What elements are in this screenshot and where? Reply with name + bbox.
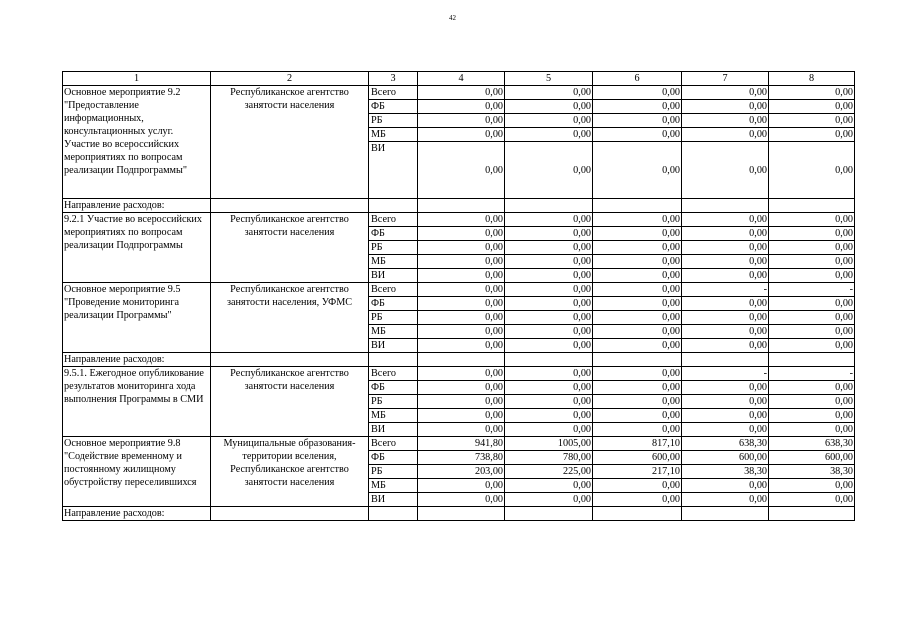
direction-row (63, 507, 855, 521)
amount-cell: 0,00 (769, 493, 855, 507)
funding-source: Всего (369, 283, 418, 297)
funding-source: ВИ (369, 493, 418, 507)
amount-cell: - (682, 283, 769, 297)
empty-cell (505, 199, 593, 213)
measure-description: 9.2.1 Участие во всероссийских мероприятиях по вопросам реализации Подпрограммы (63, 213, 211, 283)
direction-label: Направление расходов: (63, 507, 211, 521)
funding-source: ФБ (369, 100, 418, 114)
amount-cell: 0,00 (769, 339, 855, 353)
amount-cell: 0,00 (418, 86, 505, 100)
budget-table (62, 71, 855, 521)
amount-cell: 0,00 (769, 128, 855, 142)
amount-cell: 0,00 (682, 395, 769, 409)
amount-cell: 0,00 (682, 128, 769, 142)
amount-cell: 0,00 (593, 479, 682, 493)
amount-cell: 0,00 (505, 213, 593, 227)
funding-source: РБ (369, 311, 418, 325)
amount-cell: - (769, 283, 855, 297)
amount-cell: 0,00 (593, 395, 682, 409)
amount-cell: 0,00 (505, 241, 593, 255)
amount-cell: 0,00 (418, 395, 505, 409)
empty-cell (505, 353, 593, 367)
amount-cell: 0,00 (593, 241, 682, 255)
funding-source: МБ (369, 128, 418, 142)
funding-source: МБ (369, 409, 418, 423)
table-row (63, 213, 855, 227)
funding-source: Всего (369, 367, 418, 381)
amount-cell: - (769, 367, 855, 381)
column-header: 6 (593, 72, 682, 86)
amount-cell: 0,00 (593, 339, 682, 353)
amount-cell: 0,00 (505, 423, 593, 437)
amount-cell: 225,00 (505, 465, 593, 479)
amount-cell: 38,30 (682, 465, 769, 479)
amount-cell: 0,00 (593, 283, 682, 297)
amount-cell: 0,00 (505, 114, 593, 128)
empty-cell (505, 507, 593, 521)
amount-cell: 0,00 (418, 213, 505, 227)
amount-cell: 0,00 (682, 409, 769, 423)
amount-cell: 0,00 (593, 381, 682, 395)
executor: Республиканское агентство занятости населения, УФМС (211, 283, 369, 353)
amount-cell: 0,00 (505, 479, 593, 493)
measure-description: Основное мероприятие 9.5 "Проведение мониторинга реализации Программы" (63, 283, 211, 353)
amount-cell: 38,30 (769, 465, 855, 479)
empty-cell (369, 353, 418, 367)
empty-cell (682, 507, 769, 521)
amount-cell: 0,00 (682, 114, 769, 128)
amount-cell: 0,00 (682, 227, 769, 241)
amount-cell: 0,00 (682, 241, 769, 255)
amount-cell: 0,00 (418, 269, 505, 283)
amount-cell: 0,00 (418, 297, 505, 311)
amount-cell: 0,00 (769, 381, 855, 395)
amount-cell: 0,00 (418, 423, 505, 437)
empty-cell (418, 199, 505, 213)
empty-cell (211, 353, 369, 367)
amount-cell: 0,00 (769, 86, 855, 100)
amount-cell: 0,00 (682, 255, 769, 269)
amount-cell: 0,00 (593, 493, 682, 507)
amount-cell: 0,00 (418, 100, 505, 114)
amount-cell: 0,00 (593, 269, 682, 283)
amount-cell: 0,00 (418, 325, 505, 339)
funding-source: ВИ (369, 339, 418, 353)
funding-source: РБ (369, 465, 418, 479)
empty-cell (769, 507, 855, 521)
amount-cell: 638,30 (769, 437, 855, 451)
amount-cell: 0,00 (593, 423, 682, 437)
column-header: 5 (505, 72, 593, 86)
amount-cell: 0,00 (593, 128, 682, 142)
amount-cell: 0,00 (593, 325, 682, 339)
amount-cell: 0,00 (682, 311, 769, 325)
amount-cell: 0,00 (505, 128, 593, 142)
funding-source: МБ (369, 255, 418, 269)
amount-cell: 0,00 (769, 114, 855, 128)
amount-cell: 217,10 (593, 465, 682, 479)
empty-cell (682, 199, 769, 213)
funding-source: РБ (369, 114, 418, 128)
amount-cell: 0,00 (769, 213, 855, 227)
amount-cell: 780,00 (505, 451, 593, 465)
column-header: 8 (769, 72, 855, 86)
amount-cell: 0,00 (593, 311, 682, 325)
amount-cell: 0,00 (418, 381, 505, 395)
amount-cell: 0,00 (418, 114, 505, 128)
executor: Республиканское агентство занятости населения (211, 367, 369, 437)
table-row (63, 437, 855, 451)
amount-cell: 0,00 (505, 86, 593, 100)
amount-cell: 0,00 (682, 100, 769, 114)
amount-cell: 0,00 (593, 100, 682, 114)
direction-row (63, 199, 855, 213)
amount-cell: 0,00 (682, 423, 769, 437)
amount-cell: 0,00 (682, 86, 769, 100)
funding-source: РБ (369, 241, 418, 255)
column-header: 3 (369, 72, 418, 86)
empty-cell (593, 199, 682, 213)
funding-source: МБ (369, 325, 418, 339)
executor: Республиканское агентство занятости населения (211, 86, 369, 199)
header-row (63, 72, 855, 86)
empty-cell (593, 353, 682, 367)
amount-cell: 738,80 (418, 451, 505, 465)
empty-cell (682, 353, 769, 367)
amount-cell: 0,00 (769, 241, 855, 255)
amount-cell: 0,00 (505, 142, 593, 199)
empty-cell (211, 507, 369, 521)
amount-cell: 0,00 (418, 479, 505, 493)
amount-cell: 0,00 (682, 325, 769, 339)
amount-cell: 0,00 (593, 114, 682, 128)
empty-cell (369, 199, 418, 213)
amount-cell: 0,00 (769, 255, 855, 269)
table-row (63, 283, 855, 297)
amount-cell: 0,00 (418, 128, 505, 142)
amount-cell: 0,00 (505, 367, 593, 381)
table-row (63, 86, 855, 100)
amount-cell: 0,00 (593, 409, 682, 423)
amount-cell: 0,00 (769, 227, 855, 241)
amount-cell: 0,00 (682, 339, 769, 353)
funding-source: ФБ (369, 451, 418, 465)
amount-cell: - (682, 367, 769, 381)
amount-cell: 0,00 (769, 409, 855, 423)
funding-source: ВИ (369, 142, 418, 199)
amount-cell: 0,00 (505, 255, 593, 269)
table-row (63, 367, 855, 381)
funding-source: Всего (369, 437, 418, 451)
amount-cell: 638,30 (682, 437, 769, 451)
amount-cell: 1005,00 (505, 437, 593, 451)
column-header: 7 (682, 72, 769, 86)
amount-cell: 600,00 (682, 451, 769, 465)
amount-cell: 0,00 (418, 493, 505, 507)
empty-cell (369, 507, 418, 521)
amount-cell: 600,00 (769, 451, 855, 465)
executor: Республиканское агентство занятости населения (211, 213, 369, 283)
amount-cell: 0,00 (418, 367, 505, 381)
amount-cell: 0,00 (418, 142, 505, 199)
direction-label: Направление расходов: (63, 199, 211, 213)
column-header: 1 (63, 72, 211, 86)
amount-cell: 0,00 (505, 297, 593, 311)
direction-label: Направление расходов: (63, 353, 211, 367)
amount-cell: 0,00 (505, 381, 593, 395)
amount-cell: 0,00 (682, 297, 769, 311)
amount-cell: 0,00 (505, 227, 593, 241)
amount-cell: 0,00 (505, 100, 593, 114)
empty-cell (211, 199, 369, 213)
amount-cell: 0,00 (505, 325, 593, 339)
amount-cell: 0,00 (418, 283, 505, 297)
executor: Муниципальные образования-территории вселения, Республиканское агентство занятости населения (211, 437, 369, 507)
amount-cell: 0,00 (682, 142, 769, 199)
amount-cell: 0,00 (418, 339, 505, 353)
amount-cell: 0,00 (593, 213, 682, 227)
funding-source: Всего (369, 213, 418, 227)
amount-cell: 203,00 (418, 465, 505, 479)
amount-cell: 0,00 (682, 269, 769, 283)
amount-cell: 0,00 (593, 142, 682, 199)
amount-cell: 0,00 (505, 339, 593, 353)
funding-source: ФБ (369, 297, 418, 311)
amount-cell: 0,00 (682, 493, 769, 507)
funding-source: ФБ (369, 381, 418, 395)
amount-cell: 941,80 (418, 437, 505, 451)
amount-cell: 0,00 (769, 269, 855, 283)
amount-cell: 0,00 (682, 479, 769, 493)
amount-cell: 0,00 (593, 86, 682, 100)
empty-cell (769, 353, 855, 367)
measure-description: Основное мероприятие 9.8 "Содействие временному и постоянному жилищному обустройству переселившихся (63, 437, 211, 507)
amount-cell: 0,00 (418, 255, 505, 269)
funding-source: МБ (369, 479, 418, 493)
amount-cell: 0,00 (505, 283, 593, 297)
amount-cell: 0,00 (505, 409, 593, 423)
empty-cell (593, 507, 682, 521)
amount-cell: 0,00 (505, 311, 593, 325)
amount-cell: 0,00 (418, 409, 505, 423)
amount-cell: 0,00 (769, 395, 855, 409)
funding-source: РБ (369, 395, 418, 409)
amount-cell: 0,00 (769, 100, 855, 114)
amount-cell: 0,00 (593, 227, 682, 241)
empty-cell (769, 199, 855, 213)
funding-source: ВИ (369, 269, 418, 283)
amount-cell: 0,00 (418, 227, 505, 241)
amount-cell: 0,00 (593, 297, 682, 311)
amount-cell: 0,00 (769, 423, 855, 437)
amount-cell: 600,00 (593, 451, 682, 465)
empty-cell (418, 507, 505, 521)
amount-cell: 0,00 (769, 325, 855, 339)
funding-source: ФБ (369, 227, 418, 241)
amount-cell: 0,00 (418, 241, 505, 255)
empty-cell (418, 353, 505, 367)
measure-description: 9.5.1. Ежегодное опубликование результатов мониторинга хода выполнения Программы в СМИ (63, 367, 211, 437)
amount-cell: 0,00 (682, 213, 769, 227)
amount-cell: 0,00 (769, 479, 855, 493)
amount-cell: 0,00 (505, 269, 593, 283)
column-header: 4 (418, 72, 505, 86)
funding-source: ВИ (369, 423, 418, 437)
funding-source: Всего (369, 86, 418, 100)
page-number: 42 (449, 14, 456, 22)
amount-cell: 0,00 (682, 381, 769, 395)
amount-cell: 0,00 (769, 311, 855, 325)
amount-cell: 0,00 (593, 367, 682, 381)
direction-row (63, 353, 855, 367)
amount-cell: 0,00 (505, 395, 593, 409)
amount-cell: 0,00 (769, 142, 855, 199)
amount-cell: 0,00 (593, 255, 682, 269)
amount-cell: 0,00 (769, 297, 855, 311)
amount-cell: 0,00 (505, 493, 593, 507)
column-header: 2 (211, 72, 369, 86)
amount-cell: 817,10 (593, 437, 682, 451)
measure-description: Основное мероприятие 9.2 "Предоставление информационных, консультационных услуг. Участие во всероссийских мероприятиях по вопросам реализации Подпрограммы" (63, 86, 211, 199)
amount-cell: 0,00 (418, 311, 505, 325)
